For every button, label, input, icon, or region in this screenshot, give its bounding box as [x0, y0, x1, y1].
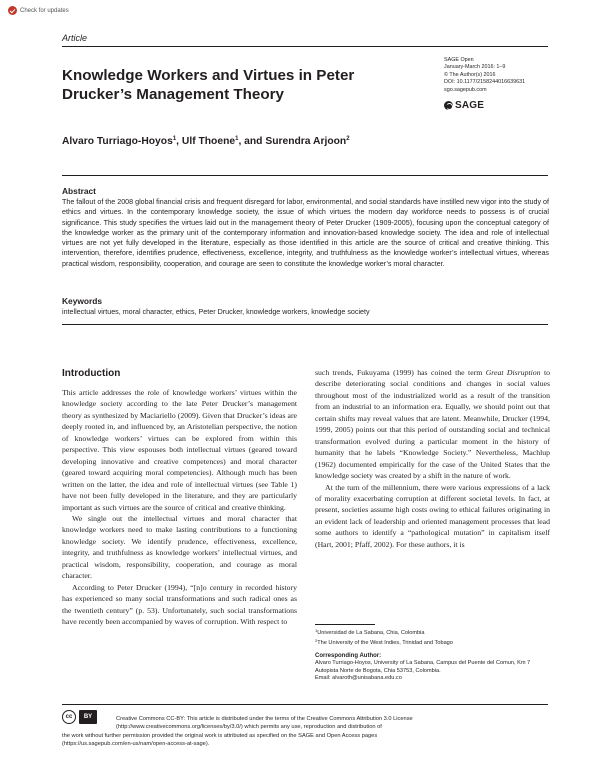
check-for-updates-badge[interactable] — [8, 6, 69, 15]
body-column-left — [62, 387, 297, 628]
check-icon — [8, 6, 17, 15]
affiliation-text: The University of the West Indies, Trinidad and Tobago — [317, 640, 453, 647]
license-line: the work without further permission provided the original work is attributed as specified on the SAGE and Open Access pages — [62, 732, 378, 739]
keywords-text: intellectual virtues, moral character, ethics, Peter Drucker, knowledge workers, knowledge society — [62, 308, 370, 316]
cc-icon: cc — [62, 710, 76, 724]
author-name: Ulf Thoene — [181, 136, 236, 147]
body-paragraph — [315, 367, 550, 482]
author-name: Alvaro Turriago-Hoyos — [62, 136, 173, 147]
journal-name: SAGE Open — [444, 57, 474, 63]
introduction-heading: Introduction — [62, 368, 121, 379]
footnotes — [315, 627, 550, 682]
body-paragraph: We single out the intellectual virtues and moral character that knowledge workers need to make lasting contributions to a functioning knowledge society. We identify prudence, effectiveness, excellence, integrity, and truthfulness as knowledge workers’ intellectual virtues, and practical wisdom, responsibility, cooperation, and courage as moral character. — [62, 513, 297, 581]
footnote-rule — [315, 624, 375, 625]
doi[interactable]: DOI: 10.1177/2158244016639631 — [444, 79, 526, 86]
badge-label: Check for updates — [20, 7, 69, 14]
article-type-label: Article — [62, 33, 88, 43]
author-affiliation: 1 — [172, 136, 177, 142]
paragraph-text: such trends, Fukuyama (1999) has coined the term — [315, 368, 486, 377]
license-line[interactable]: (http://www.creativecommons.org/licenses/by/3.0/) which permits any use, reproduction and distribution of — [116, 724, 382, 731]
keywords-bottom-rule — [62, 324, 548, 325]
journal-issue: January-March 2016: 1–9 — [444, 64, 506, 71]
body-paragraph: According to Peter Drucker (1994), “[n]o century in recorded history has experienced so many social transformations and such radical ones as the twentieth century” (p. 53). Unfortunately, such social transformations have recently been accompanied by waves of corruption. With respect to — [62, 582, 297, 627]
corresponding-author-address: Alvaro Turriago-Hoyos, University of La Sabana, Campus del Puente del Comun, Km 7 Autopista Norte de Bogota, Chia 53753, Colombia. — [315, 660, 531, 674]
author-affiliation: 2 — [346, 136, 350, 142]
header-rule — [62, 46, 548, 47]
license-rule — [62, 704, 548, 705]
sage-logo-icon — [444, 101, 453, 110]
author-list — [62, 136, 350, 147]
author-name: Surendra Arjoon — [265, 136, 347, 147]
author-separator: , and — [238, 136, 266, 147]
abstract-text: The fallout of the 2008 global financial crisis and frequent disregard for labor, environmental, and social standards have instilled new vigor into the study of ethics and virtues. In the contemporary knowledge society, the issue of which virtues the modern day workforce needs to possess is of crucial significance. This study specifies the virtues laid out in the management theory of Peter Drucker (1909-2005), focusing upon the conceptual category of the knowledge worker as the primary unit of the contemporary information and innovation-based knowledge society. The idea and role of intellectual virtues are not yet fully developed in the literature, especially as those identified in this article are the source of critical and creative thinking. This intervention, therefore, identifies prudence, effectiveness, excellence, integrity, and truthfulness as the knowledge worker’s intellectual virtues, whereas practical wisdom, responsibility, cooperation, and courage are seen to constitute the knowledge worker’s moral character. — [62, 198, 549, 268]
paragraph-text: to describe deteriorating social conditions and changes in social values throughout most of the industrialized world as a result of the transition from an industrial to an information era. Equally, we should point out that certain shifts may reveal values that are latent. Meanwhile, Drucker (1994, 1999, 2005) points out that this period of outstanding social and technical transformation evolved during a particular moment in the history of humanity that he labels “Knowledge Society.” Nevertheless, Machlup (1962) documented empirically for the case of the United States that the knowledge society was created by a shift in the nature of work. — [315, 368, 550, 481]
article-title: Knowledge Workers and Virtues in Peter Drucker’s Management Theory — [62, 67, 355, 103]
abstract-heading: Abstract — [62, 186, 96, 196]
journal-site[interactable]: sgo.sagepub.com — [444, 86, 487, 93]
sage-logo — [444, 100, 484, 111]
license-line[interactable]: (https://us.sagepub.com/en-us/nam/open-access-at-sage). — [62, 740, 210, 747]
italic-term: Great Disruption — [485, 368, 541, 377]
body-column-right — [315, 367, 550, 550]
copyright: © The Author(s) 2016 — [444, 71, 496, 78]
license-text — [62, 715, 552, 748]
affiliation-text: Universidad de La Sabana, Chia, Colombia — [317, 630, 425, 636]
author-separator: , — [176, 136, 182, 147]
corresponding-author-heading: Corresponding Author: — [315, 652, 382, 659]
affiliation-2: $^2$The University of the West Indies, Trinidad and Tobago — [315, 638, 453, 647]
by-icon: BY — [79, 710, 97, 724]
keywords-heading: Keywords — [62, 296, 103, 306]
affiliation-1: $^1$Universidad de La Sabana, Chia, Colombia — [315, 628, 425, 636]
corresponding-author-email[interactable]: Email: alvaroth@unisabana.edu.co — [315, 675, 402, 682]
body-paragraph: At the turn of the millennium, there were various expressions of a lack of morality exacerbating corruption at different societal levels. In fact, at present, societies assume high costs owing to ethical failures originating in an evident lack of leadership and oriented management processes that lead some authors to identify a “pathological mutation” in capitalism itself (Hart, 2001; Pfaff, 2002). For these authors, it is — [315, 482, 550, 549]
body-paragraph: This article addresses the role of knowledge workers’ virtues within the knowledge society according to the late Peter Drucker’s management theory as synthesized by Maciariello (2009). Given that Drucker’s ideas are deeply rooted in, and influenced by, an Aristotelian perspective, the notion of knowledge workers’ virtues can be explored from within this perspective. This view espouses both intellectual virtues (geared toward developing innovative and creative competences) and moral character (geared toward acquiring moral competencies). Although much has been written on the latter, the idea and role of intellectual virtues (see Table 1) have not been fully developed in the literature, and they are particularly important as such virtues are the source of critical and creative thinking. — [62, 388, 297, 512]
journal-meta — [444, 57, 594, 94]
abstract-top-rule — [62, 175, 548, 176]
author-affiliation: 1 — [235, 136, 239, 142]
sage-logo-wordmark: SAGE — [455, 100, 485, 111]
license-line: Creative Commons CC-BY: This article is distributed under the terms of the Creative Commons Attribution 3.0 License — [116, 716, 413, 722]
